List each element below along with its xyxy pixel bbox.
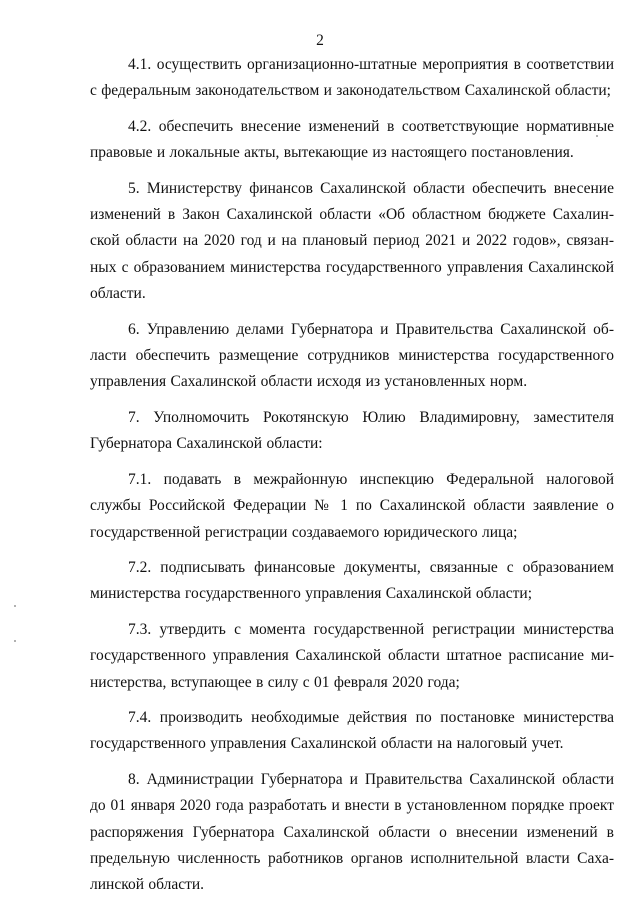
paragraph-7-2: 7.2. подписывать финансовые документы, связанные с образованием министерства государственного управления Сахалинской области; bbox=[90, 558, 614, 603]
document-body bbox=[90, 52, 614, 908]
paragraph-4-2: 4.2. обеспечить внесение изменений в соответствующие нормативные правовые и локальные акты, вытекающие из настоящего постановления. bbox=[90, 117, 614, 162]
paragraph-8: 8. Администрации Губернатора и Правительства Сахалинской области до 01 января 2020 года разработать и внести в установленном порядке проект распоряжения Губернатора Сахалинской области о внесении изменений в предельную численность работников органов исполнительной власти Сахалинской области. bbox=[90, 770, 614, 894]
paragraph-7-1: 7.1. подавать в межрайонную инспекцию Федеральной налоговой службы Российской Федерации № 1 по Сахалинской области заявление о государственной регистрации создаваемого юридического лица; bbox=[90, 470, 614, 541]
scan-speck bbox=[596, 135, 598, 137]
page-number: 2 bbox=[316, 32, 324, 49]
paragraph-7-4: 7.4. производить необходимые действия по постановке министерства государственного управления Сахалинской области на налоговый учет. bbox=[90, 708, 614, 753]
scan-speck bbox=[14, 640, 16, 642]
paragraph-6: 6. Управлению делами Губернатора и Правительства Сахалинской области обеспечить размещение сотрудников министерства государственного управления Сахалинской области исходя из установленных норм. bbox=[90, 320, 614, 391]
paragraph-4-1: 4.1. осуществить организационно-штатные мероприятия в соответствии с федеральным законодательством и законодательством Сахалинской области; bbox=[90, 56, 614, 100]
scan-speck bbox=[14, 605, 16, 607]
paragraph-7: 7. Уполномочить Рокотянскую Юлию Владимировну, заместителя Губернатора Сахалинской области: bbox=[90, 408, 614, 453]
paragraph-5: 5. Министерству финансов Сахалинской области обеспечить внесение изменений в Закон Сахалинской области «Об областном бюджете Сахалинской области на 2020 год и на плановый период 2021 и 2022 годов», связанных с образованием министерства государственного управления Сахалинской области. bbox=[90, 179, 614, 303]
paragraph-7-3: 7.3. утвердить с момента государственной регистрации министерства государственного управления Сахалинской области штатное расписание министерства, вступающее в силу с 01 февраля 2020 года; bbox=[90, 620, 614, 691]
